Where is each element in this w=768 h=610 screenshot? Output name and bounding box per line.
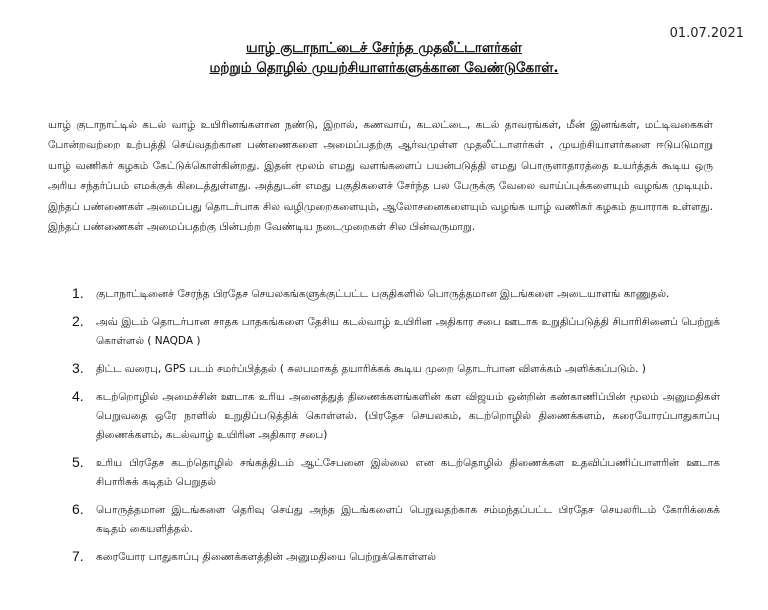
procedure-step-6: [72, 501, 720, 539]
title-line-2: மற்றும் தொழில் முயற்சியாளர்களுக்கான வேண்டுகோள்.: [209, 60, 559, 76]
procedure-list: [72, 285, 720, 576]
procedure-step-4: [72, 388, 720, 445]
step-text: பொருத்தமான இடங்களை தெரிவு செய்து அந்த இடங்களைப் பெறுவதற்காக சம்மந்தப்பட்ட பிரதேச செயலரிடம் கோரிக்கைக் கடிதம் கையளித்தல்.: [96, 504, 720, 535]
procedure-step-3: [72, 360, 720, 379]
document-date: 01.07.2021: [669, 26, 744, 41]
step-number: 2.: [72, 313, 84, 329]
procedure-step-5: [72, 454, 720, 492]
step-text: அவ் இடம் தொடர்பான சாதக பாதகங்களை தேசிய கடல்வாழ் உயிரின அதிகார சபை ஊடாக உறுதிப்படுத்தி சிபாரிசினைப் பெற்றுக் கொள்ளல் ( NAQDA ): [96, 316, 720, 347]
title-line-1: யாழ் குடாநாட்டைச் சேர்ந்த முதலீட்டாளர்கள்: [246, 40, 522, 56]
step-text: திட்ட வரைபு, GPS படம் சமர்ப்பித்தல் ( சுலபமாகத் தயாரிக்கக் கூடிய முறை தொடர்பான விளக்கம் அளிக்கப்படும். ): [96, 363, 646, 375]
step-number: 5.: [72, 454, 84, 470]
step-text: கரையோர பாதுகாப்பு திணைக்களத்தின் அனுமதியை பெற்றுக்கொள்ளல்: [96, 551, 436, 563]
step-text: உரிய பிரதேச கடற்தொழில் சங்கத்திடம் ஆட்சேபனை இல்லை என கடற்தொழில் திணைக்கள உதவிப்பணிப்பாளரின் ஊடாக சிபாரிசுக் கடிதம் பெறுதல்: [96, 457, 720, 488]
step-number: 4.: [72, 388, 84, 404]
step-number: 6.: [72, 501, 84, 517]
step-number: 1.: [72, 285, 84, 301]
step-number: 7.: [72, 548, 84, 564]
step-text: கடற்றொழில் அமைச்சின் ஊடாக உரிய அனைத்துத் திணைக்களங்களின் கள விஜயம் ஒன்றின் கண்காணிப்பின் மூலம் அனுமதிகள் பெறுவதை ஒரே நாளில் உறுதிப்படுத்திக் கொள்ளல். (பிரதேச செயலகம், கடற்றொழில் திணைக்களம், கரையோரப்பாதுகாப்பு திணைக்களம், கடல்வாழ் உயிரின அதிகார சபை): [96, 391, 720, 441]
step-number: 3.: [72, 360, 84, 376]
procedure-step-1: [72, 285, 720, 304]
intro-paragraph: யாழ் குடாநாட்டில் கடல் வாழ் உயிரினங்களான நண்டு, இறால், கணவாய், கடலட்டை, கடல் தாவரங்கள், மீன் இனங்கள், மட்டிவகைகள் போன்றவற்றை உற்பத்தி செய்வதற்கான பண்ணைகளை அமைப்பதற்கு ஆர்வமுள்ள முதலீட்டாளர்கள் , முயற்சியாளர்களை ஈடுபடுமாறு யாழ் வணிகர் கழகம் கேட்டுக்கொள்கின்றது. இதன் மூலம் எமது வளங்களைப் பயன்படுத்தி எமது பொருளாதாரத்தை உயர்த்தக் கூடிய ஒரு அரிய சந்தர்ப்பம் எமக்குக் கிடைத்துள்ளது. அத்துடன் எமது பகுதிகளைச் சேர்ந்த பல பேருக்கு வேலை வாய்ப்புக்களையும் வழங்க முடியும். இந்தப் பண்ணைகள் அமைப்பது தொடர்பாக சில வழிமுறைகளையும், ஆலோசனைகளையும் வழங்க யாழ் வணிகர் கழகம் தயாராக உள்ளது. இந்தப் பண்ணைகள் அமைப்பதற்கு பின்பற்ற வேண்டிய நடைமுறைகள் சில பின்வருமாறு.: [48, 119, 713, 234]
document-title: [0, 38, 768, 78]
procedure-step-2: [72, 313, 720, 351]
step-text: குடாநாட்டினைச் சேரந்த பிரதேச செயலகங்களுக்குட்பட்ட பகுதிகளில் பொருத்தமான இடங்களை அடையாளங் காணுதல்.: [96, 288, 670, 300]
procedure-step-7: [72, 548, 720, 567]
